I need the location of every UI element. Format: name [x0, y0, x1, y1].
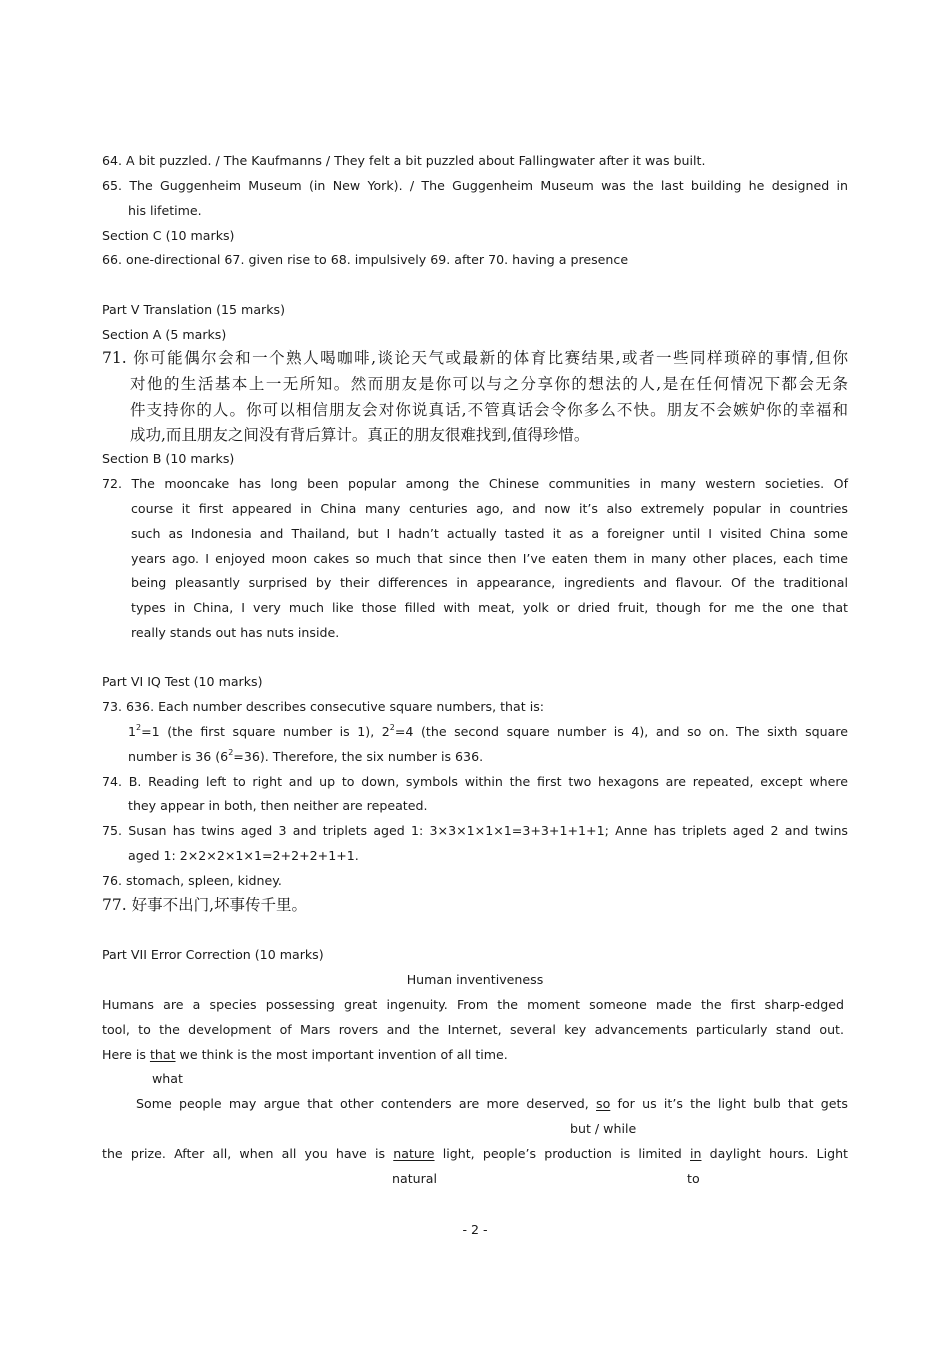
- translation-71-line2: 对他的生活基本上一无所知。然而朋友是你可以与之分享你的想法的人,是在任何情况下都会无条: [130, 375, 848, 393]
- page-number: - 2 -: [462, 1222, 488, 1237]
- error-mark-so: so: [596, 1096, 611, 1111]
- answer-76: 76. stomach, spleen, kidney.: [102, 873, 282, 888]
- translation-72-line3: such as Indonesia and Thailand, but I hadn’t actually tasted it as a foreigner until I visited China some: [131, 526, 848, 541]
- answer-73-line2: $1^2=1$ (the first square number is 1), $2^2=4$ (the second square number is 4), and so on. The sixth square: [128, 723, 848, 739]
- translation-71-line4: 成功,而且朋友之间没有背后算计。真正的朋友很难找到,值得珍惜。: [130, 426, 590, 444]
- translation-72-line2: course it first appeared in China many centuries ago, and now it’s also extremely popular in countries: [131, 501, 848, 516]
- section-a-heading: Section A (5 marks): [102, 327, 227, 342]
- answer-65-line2: his lifetime.: [128, 203, 202, 218]
- answer-73-line3: number is 36 $(6^2=36)$. Therefore, the six number is 636.: [128, 748, 484, 764]
- answer-65-line1: 65. The Guggenheim Museum (in New York). / The Guggenheim Museum was the last building he designed in: [102, 178, 848, 193]
- correction-what: what: [152, 1071, 183, 1086]
- error-mark-that: that: [149, 1047, 176, 1062]
- translation-72-line4: years ago. I enjoyed moon cakes so much that since then I’ve eaten them in many other places, each time: [131, 551, 848, 566]
- translation-72-line1: 72. The mooncake has long been popular among the Chinese communities in many western societies. Of: [102, 476, 848, 491]
- passage-line4: Some people may argue that other contenders are more deserved, so for us it’s the light bulb that gets: [136, 1096, 848, 1111]
- passage-line2: tool, to the development of Mars rovers and the Internet, several key advancements particularly stand out.: [102, 1022, 844, 1037]
- answers-66-70: 66. one-directional 67. given rise to 68. impulsively 69. after 70. having a presence: [102, 252, 629, 267]
- passage-line1: Humans are a species possessing great ingenuity. From the moment someone made the first sharp-edged: [102, 997, 844, 1012]
- translation-72-line6: types in China, I very much like those filled with meat, yolk or dried fruit, though for me the one that: [131, 600, 848, 615]
- answer-75-line2: aged 1: 2×2×2×1×1=2+2+2+1+1.: [128, 848, 359, 863]
- translation-72-line7: really stands out has nuts inside.: [131, 625, 340, 640]
- translation-71-line3: 件支持你的人。你可以相信朋友会对你说真话,不管真话会令你多么不快。朋友不会嫉妒你的幸福和: [130, 401, 848, 419]
- correction-natural: natural: [392, 1171, 438, 1186]
- error-mark-in: in: [690, 1146, 702, 1161]
- part-v-heading: Part V Translation (15 marks): [102, 302, 285, 317]
- passage-title: Human inventiveness: [406, 972, 544, 987]
- answer-75-line1: 75. Susan has twins aged 3 and triplets aged 1: 3×3×1×1×1=3+3+1+1+1; Anne has triplets aged 2 and twins: [102, 823, 848, 838]
- part-vii-heading: Part VII Error Correction (10 marks): [102, 947, 324, 962]
- answer-73-line1: 73. 636. Each number describes consecutive square numbers, that is:: [102, 699, 544, 714]
- answer-64: 64. A bit puzzled. / The Kaufmanns / They felt a bit puzzled about Fallingwater after it was built.: [102, 153, 706, 168]
- passage-line3: Here is that we think is the most important invention of all time.: [102, 1047, 508, 1062]
- error-mark-nature: nature: [393, 1146, 435, 1161]
- answer-74-line1: 74. B. Reading left to right and up to down, symbols within the first two hexagons are repeated, except where: [102, 774, 848, 789]
- translation-72-line5: being pleasantly surprised by their differences in appearance, ingredients and flavour. Of the traditional: [131, 575, 848, 590]
- translation-71-line1: 71. 你可能偶尔会和一个熟人喝咖啡,谈论天气或最新的体育比赛结果,或者一些同样琐碎的事情,但你: [102, 349, 848, 367]
- passage-line5: the prize. After all, when all you have is nature light, people’s production is limited in daylight hours. Light: [102, 1146, 848, 1161]
- correction-but-while: but / while: [570, 1121, 637, 1136]
- section-c-heading: Section C (10 marks): [102, 228, 235, 243]
- answer-77: 77. 好事不出门,坏事传千里。: [102, 896, 308, 914]
- correction-to: to: [687, 1171, 700, 1186]
- section-b-heading: Section B (10 marks): [102, 451, 235, 466]
- answer-74-line2: they appear in both, then neither are repeated.: [128, 798, 428, 813]
- part-vi-heading: Part VI IQ Test (10 marks): [102, 674, 263, 689]
